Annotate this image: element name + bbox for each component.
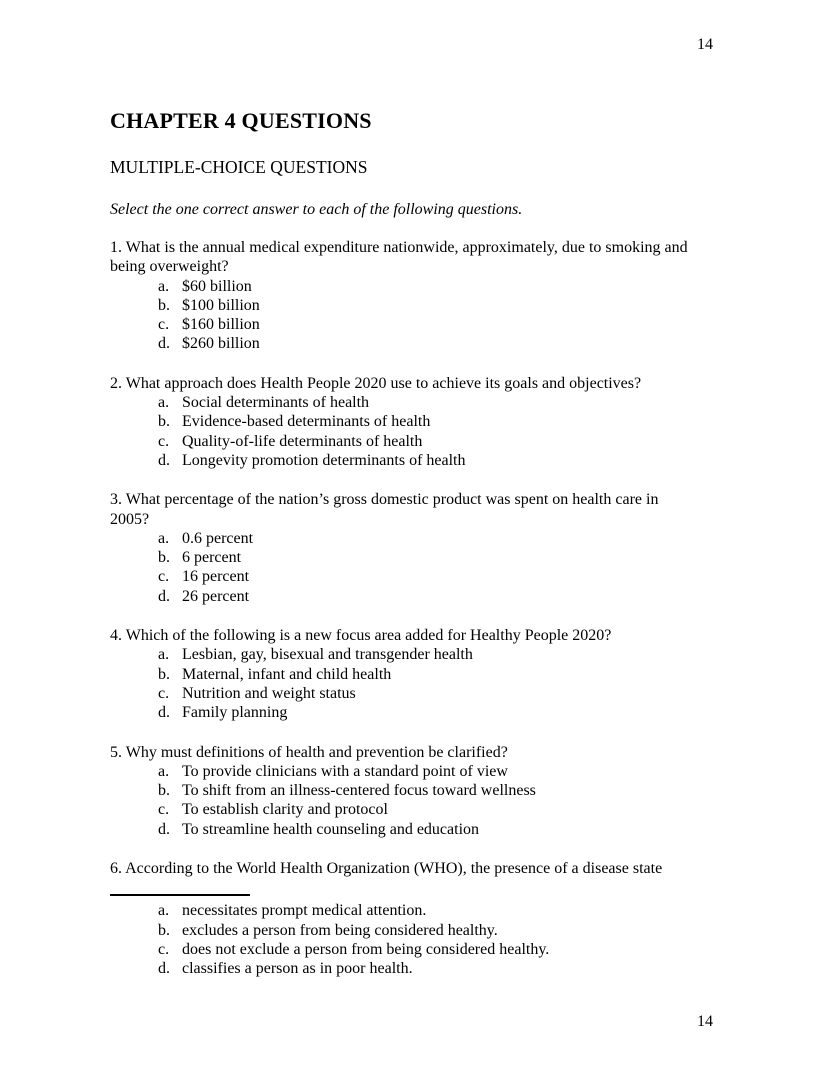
page-number-top: 14 xyxy=(697,36,713,53)
option-text: Longevity promotion determinants of health xyxy=(182,451,466,469)
option-text: To shift from an illness-centered focus toward wellness xyxy=(182,782,536,800)
option-text: Family planning xyxy=(182,704,288,722)
option-letter: b. xyxy=(158,413,170,431)
question-block-6 xyxy=(110,859,713,978)
page-number-bottom: 14 xyxy=(697,1013,713,1030)
option-letter: d. xyxy=(158,820,170,838)
option-letter: d. xyxy=(158,335,170,353)
option-letter: a. xyxy=(158,394,170,412)
option-letter: c. xyxy=(158,684,170,702)
question-text xyxy=(110,859,700,878)
option-text: 16 percent xyxy=(182,568,250,586)
option-text: 6 percent xyxy=(182,549,242,567)
option-letter: b. xyxy=(158,296,170,314)
option-row xyxy=(158,296,713,315)
question-number: 4. xyxy=(110,627,122,645)
option-letter: a. xyxy=(158,902,170,920)
option-letter: d. xyxy=(158,587,170,605)
option-text: Lesbian, gay, bisexual and transgender health xyxy=(182,646,473,664)
option-letter: d. xyxy=(158,960,170,978)
options-list xyxy=(110,645,713,722)
question-block-3 xyxy=(110,490,713,606)
option-text: $160 billion xyxy=(182,316,260,334)
option-row xyxy=(158,940,713,959)
option-letter: c. xyxy=(158,940,170,958)
question-block-2 xyxy=(110,374,713,470)
question-number: 5. xyxy=(110,743,122,761)
question-body: Why must definitions of health and prevention be clarified? xyxy=(125,743,508,761)
option-row xyxy=(158,315,713,334)
option-letter: a. xyxy=(158,529,170,547)
option-letter: d. xyxy=(158,451,170,469)
question-body: Which of the following is a new focus area added for Healthy People 2020? xyxy=(125,627,612,645)
option-text: necessitates prompt medical attention. xyxy=(182,902,427,920)
question-body: What is the annual medical expenditure nationwide, approximately, due to smoking and being overweight? xyxy=(110,239,688,276)
question-text xyxy=(110,626,700,645)
question-body: According to the World Health Organization (WHO), the presence of a disease state xyxy=(125,860,663,878)
option-row xyxy=(158,277,713,296)
option-row xyxy=(158,529,713,548)
option-letter: b. xyxy=(158,665,170,683)
option-text: 26 percent xyxy=(182,587,250,605)
question-number: 1. xyxy=(110,239,122,256)
question-text xyxy=(110,743,700,762)
chapter-heading: CHAPTER 4 QUESTIONS xyxy=(110,108,372,133)
option-text: 0.6 percent xyxy=(182,529,254,547)
option-row xyxy=(158,684,713,703)
option-text: does not exclude a person from being considered healthy. xyxy=(182,940,550,958)
option-text: excludes a person from being considered healthy. xyxy=(182,921,498,939)
option-letter: b. xyxy=(158,549,170,567)
option-text: Evidence-based determinants of health xyxy=(182,413,431,431)
option-row xyxy=(158,703,713,722)
options-list xyxy=(110,393,713,470)
option-row xyxy=(158,959,713,978)
question-text xyxy=(110,490,700,529)
option-row xyxy=(158,412,713,431)
option-letter: c. xyxy=(158,801,170,819)
option-row xyxy=(158,567,713,586)
option-row xyxy=(158,762,713,781)
option-row xyxy=(158,393,713,412)
option-text: Nutrition and weight status xyxy=(182,684,356,702)
option-text: $60 billion xyxy=(182,277,252,295)
option-row xyxy=(158,334,713,353)
section-heading: MULTIPLE-CHOICE QUESTIONS xyxy=(110,157,368,177)
option-row xyxy=(158,921,713,940)
question-block-5 xyxy=(110,743,713,839)
options-list xyxy=(110,529,713,606)
option-text: To establish clarity and protocol xyxy=(182,801,388,819)
question-number: 2. xyxy=(110,374,122,392)
option-letter: c. xyxy=(158,316,170,334)
answer-blank-line xyxy=(110,894,250,896)
option-text: $100 billion xyxy=(182,296,260,314)
option-text: Maternal, infant and child health xyxy=(182,665,392,683)
options-list xyxy=(110,762,713,839)
option-text: Quality-of-life determinants of health xyxy=(182,432,423,450)
option-letter: c. xyxy=(158,432,170,450)
option-text: $260 billion xyxy=(182,335,260,353)
question-text xyxy=(110,374,700,393)
option-text: Social determinants of health xyxy=(182,394,370,412)
options-list xyxy=(110,277,713,354)
option-row xyxy=(158,820,713,839)
option-row xyxy=(158,901,713,920)
option-letter: a. xyxy=(158,646,170,664)
option-row xyxy=(158,587,713,606)
option-row xyxy=(158,548,713,567)
questions-list xyxy=(110,238,713,979)
option-row xyxy=(158,781,713,800)
question-number: 6. xyxy=(110,860,122,878)
option-letter: c. xyxy=(158,568,170,586)
option-row xyxy=(158,645,713,664)
option-row xyxy=(158,800,713,819)
option-text: To streamline health counseling and education xyxy=(182,820,480,838)
question-number: 3. xyxy=(110,491,122,509)
option-text: To provide clinicians with a standard point of view xyxy=(182,762,508,780)
options-list xyxy=(110,901,713,978)
option-letter: a. xyxy=(158,277,170,295)
question-text xyxy=(110,238,700,277)
option-text: classifies a person as in poor health. xyxy=(182,960,413,978)
option-letter: d. xyxy=(158,704,170,722)
option-row xyxy=(158,665,713,684)
question-block-1 xyxy=(110,238,713,354)
option-letter: b. xyxy=(158,921,170,939)
question-body: What percentage of the nation’s gross domestic product was spent on health care in 2005? xyxy=(110,491,659,528)
option-letter: a. xyxy=(158,762,170,780)
option-row xyxy=(158,451,713,470)
instruction-text: Select the one correct answer to each of the following questions. xyxy=(110,201,523,218)
question-body: What approach does Health People 2020 use to achieve its goals and objectives? xyxy=(125,374,642,392)
option-row xyxy=(158,432,713,451)
question-block-4 xyxy=(110,626,713,722)
option-letter: b. xyxy=(158,782,170,800)
